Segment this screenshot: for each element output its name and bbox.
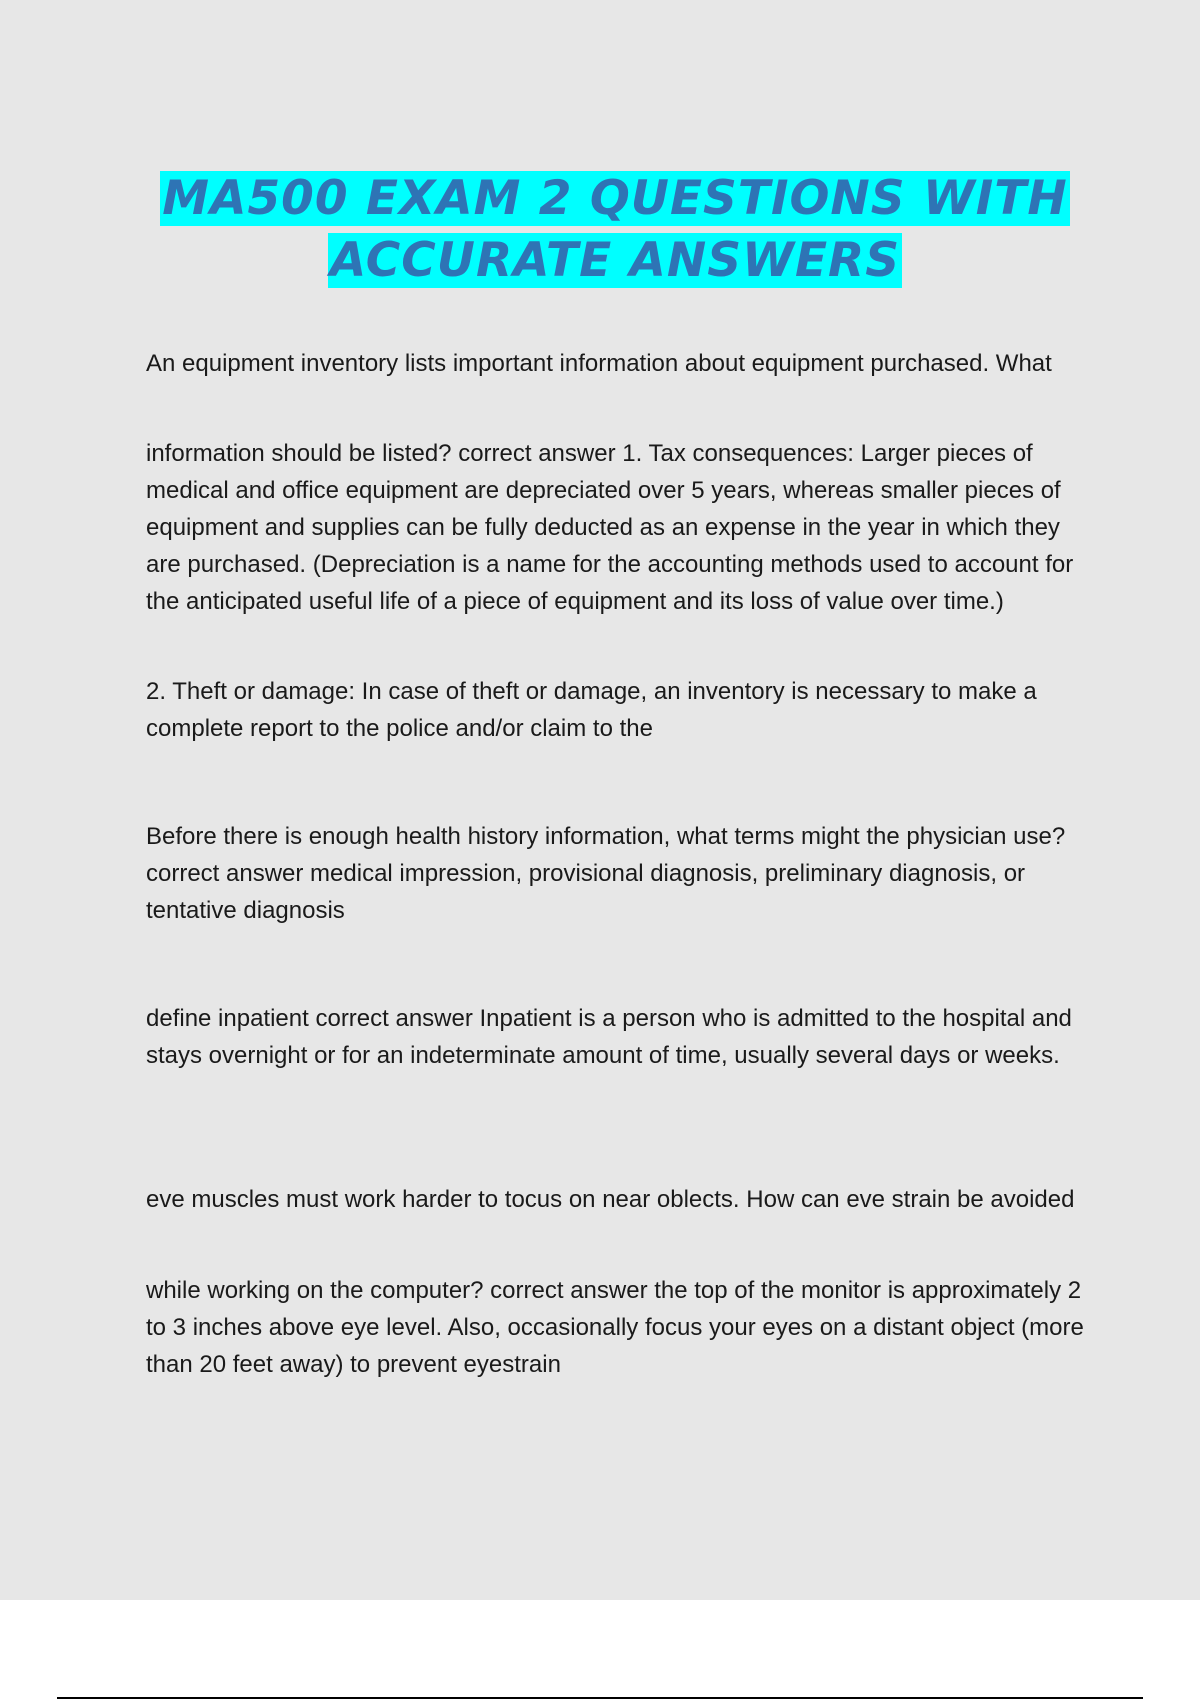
paragraph-3: 2. Theft or damage: In case of theft or damage, an inventory is necessary to make a complete report to the police and/or claim to the: [146, 678, 1037, 742]
paragraph-6: eve muscles must work harder to tocus on near oblects. How can eve strain be avoided: [146, 1186, 1075, 1213]
footer-rule: [57, 1697, 1143, 1699]
paragraph-7: while working on the computer? correct answer the top of the monitor is approximately 2 to 3 inches above eye level. Also, occasionally focus your eyes on a distant object (more than 20 feet away) to prevent eyestrain: [146, 1277, 1084, 1378]
title-line-2: ACCURATE ANSWERS: [329, 233, 901, 288]
paragraph-5: define inpatient correct answer Inpatient is a person who is admitted to the hospital and stays overnight or for an indeterminate amount of time, usually several days or weeks.: [146, 1005, 1072, 1069]
paragraph-2: information should be listed? correct answer 1. Tax consequences: Larger pieces of medical and office equipment are depreciated over 5 years, whereas smaller pieces of equipment and supplies can be fully deducted as an expense in the year in which they are purchased. (Depreciation is a name for the accounting methods used to account for the anticipated useful life of a piece of equipment and its loss of value over time.): [146, 440, 1074, 615]
document-title: [0, 168, 1200, 292]
title-line-1: MA500 EXAM 2 QUESTIONS WITH: [162, 171, 1068, 226]
paragraph-4: Before there is enough health history information, what terms might the physician use? correct answer medical impression, provisional diagnosis, preliminary diagnosis, or tentative diagnosis: [146, 823, 1066, 924]
paragraph-1: An equipment inventory lists important information about equipment purchased. What: [146, 350, 1052, 377]
